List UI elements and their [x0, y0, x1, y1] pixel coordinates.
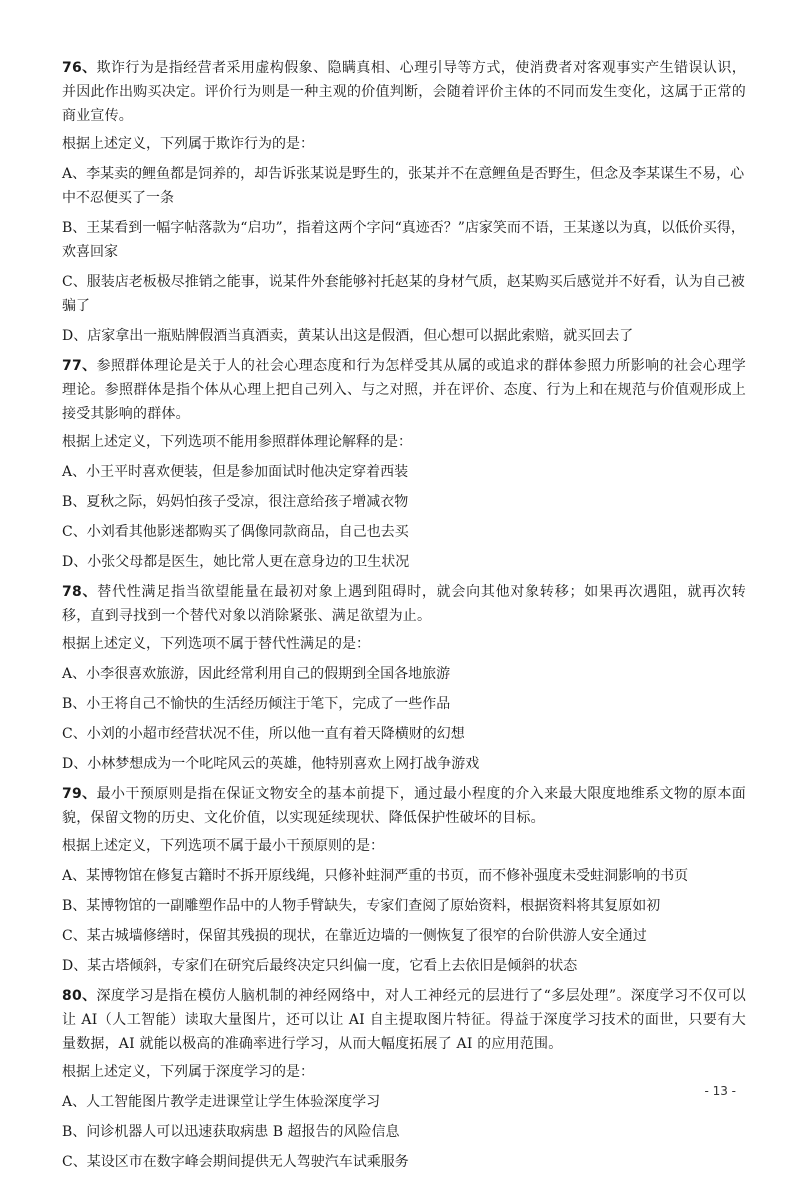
question-80: [62, 984, 746, 1174]
option-d: D、店家拿出一瓶贴牌假酒当真酒卖，黄某认出这是假酒，但心想可以据此索赔，就买回去了: [62, 328, 634, 344]
question-prompt: 根据上述定义，下列选项不属于替代性满足的是：: [62, 636, 370, 652]
question-stem: [62, 56, 746, 128]
option-d: D、某古塔倾斜，专家们在研究后最终决定只纠偏一度，它看上去依旧是倾斜的状态: [62, 958, 578, 974]
question-number: 80、: [62, 988, 97, 1004]
option-a: A、人工智能图片教学走进课堂让学生体验深度学习: [62, 1094, 381, 1110]
question-prompt: 根据上述定义，下列属于欺诈行为的是：: [62, 136, 314, 152]
question-number: 77、: [62, 358, 97, 374]
question-stem: [62, 782, 746, 830]
question-stem: [62, 580, 746, 628]
option-c: C、小刘看其他影迷都购买了偶像同款商品，自己也去买: [62, 524, 409, 540]
question-79: [62, 782, 746, 978]
option-d: D、小林梦想成为一个叱咤风云的英雄，他特别喜欢上网打战争游戏: [62, 756, 480, 772]
question-text: 最小干预原则是指在保证文物安全的基本前提下，通过最小程度的介入来最大限度地维系文物的原本面貌，保留文物的历史、文化价值，以实现延续现状、降低保护性破坏的目标。: [62, 786, 746, 826]
option-a: A、小王平时喜欢便装，但是参加面试时他决定穿着西装: [62, 464, 409, 480]
option-a: A、某博物馆在修复古籍时不拆开原线绳，只修补蛀洞严重的书页，而不修补强度未受蛀洞影响的书页: [62, 868, 689, 884]
question-76: [62, 56, 746, 348]
option-a: A、李某卖的鲤鱼都是饲养的，却告诉张某说是野生的，张某并不在意鲤鱼是否野生，但念及李某谋生不易，心中不忍便买了一条: [62, 166, 745, 206]
question-text: 欺诈行为是指经营者采用虚构假象、隐瞒真相、心理引导等方式，使消费者对客观事实产生错误认识，并因此作出购买决定。评价行为则是一种主观的价值判断，会随着评价主体的不同而发生变化，这属于正常的商业宣传。: [62, 60, 746, 124]
option-d: D、小张父母都是医生，她比常人更在意身边的卫生状况: [62, 554, 410, 570]
option-c: C、某古城墙修缮时，保留其残损的现状，在靠近边墙的一侧恢复了很窄的台阶供游人安全通过: [62, 928, 647, 944]
question-text: 深度学习是指在模仿人脑机制的神经网络中，对人工神经元的层进行了“多层处理”。深度学习不仅可以让 AI（人工智能）读取大量图片，还可以让 AI 自主提取图片特征。得益于深度学习技术的面世，只要有大量数据，AI 就能以极高的准确率进行学习，从而大幅度拓展了 AI 的应用范围。: [62, 988, 746, 1052]
question-stem: [62, 984, 746, 1056]
option-b: B、王某看到一幅字帖落款为“启功”，指着这两个字问“真迹否？”店家笑而不语，王某遂以为真，以低价买得，欢喜回家: [62, 220, 745, 260]
option-b: B、问诊机器人可以迅速获取病患 B 超报告的风险信息: [62, 1124, 400, 1140]
option-b: B、夏秋之际，妈妈怕孩子受凉，很注意给孩子增减衣物: [62, 494, 409, 510]
question-number: 76、: [62, 60, 97, 76]
question-prompt: 根据上述定义，下列选项不属于最小干预原则的是：: [62, 838, 384, 854]
option-a: A、小李很喜欢旅游，因此经常利用自己的假期到全国各地旅游: [62, 666, 451, 682]
question-77: [62, 354, 746, 574]
option-c: C、小刘的小超市经营状况不佳，所以他一直有着天降横财的幻想: [62, 726, 465, 742]
question-text: 替代性满足指当欲望能量在最初对象上遇到阻碍时，就会向其他对象转移；如果再次遇阻，就再次转移，直到寻找到一个替代对象以消除紧张、满足欲望为止。: [62, 584, 746, 624]
question-prompt: 根据上述定义，下列选项不能用参照群体理论解释的是：: [62, 434, 412, 450]
question-number: 79、: [62, 786, 97, 802]
question-stem: [62, 354, 746, 426]
question-list: [62, 56, 746, 1180]
question-prompt: 根据上述定义，下列属于深度学习的是：: [62, 1064, 314, 1080]
option-b: B、小王将自己不愉快的生活经历倾注于笔下，完成了一些作品: [62, 696, 451, 712]
page-number: - 13 -: [704, 1084, 736, 1098]
question-78: [62, 580, 746, 776]
option-b: B、某博物馆的一副雕塑作品中的人物手臂缺失，专家们查阅了原始资料，根据资料将其复原如初: [62, 898, 661, 914]
question-text: 参照群体理论是关于人的社会心理态度和行为怎样受其从属的或追求的群体参照力所影响的社会心理学理论。参照群体是指个体从心理上把自己列入、与之对照，并在评价、态度、行为上和在规范与价值观形成上接受其影响的群体。: [62, 358, 746, 422]
option-c: C、某设区市在数字峰会期间提供无人驾驶汽车试乘服务: [62, 1154, 409, 1170]
option-c: C、服装店老板极尽推销之能事，说某件外套能够衬托赵某的身材气质，赵某购买后感觉并不好看，认为自己被骗了: [62, 274, 745, 314]
question-number: 78、: [62, 584, 98, 600]
